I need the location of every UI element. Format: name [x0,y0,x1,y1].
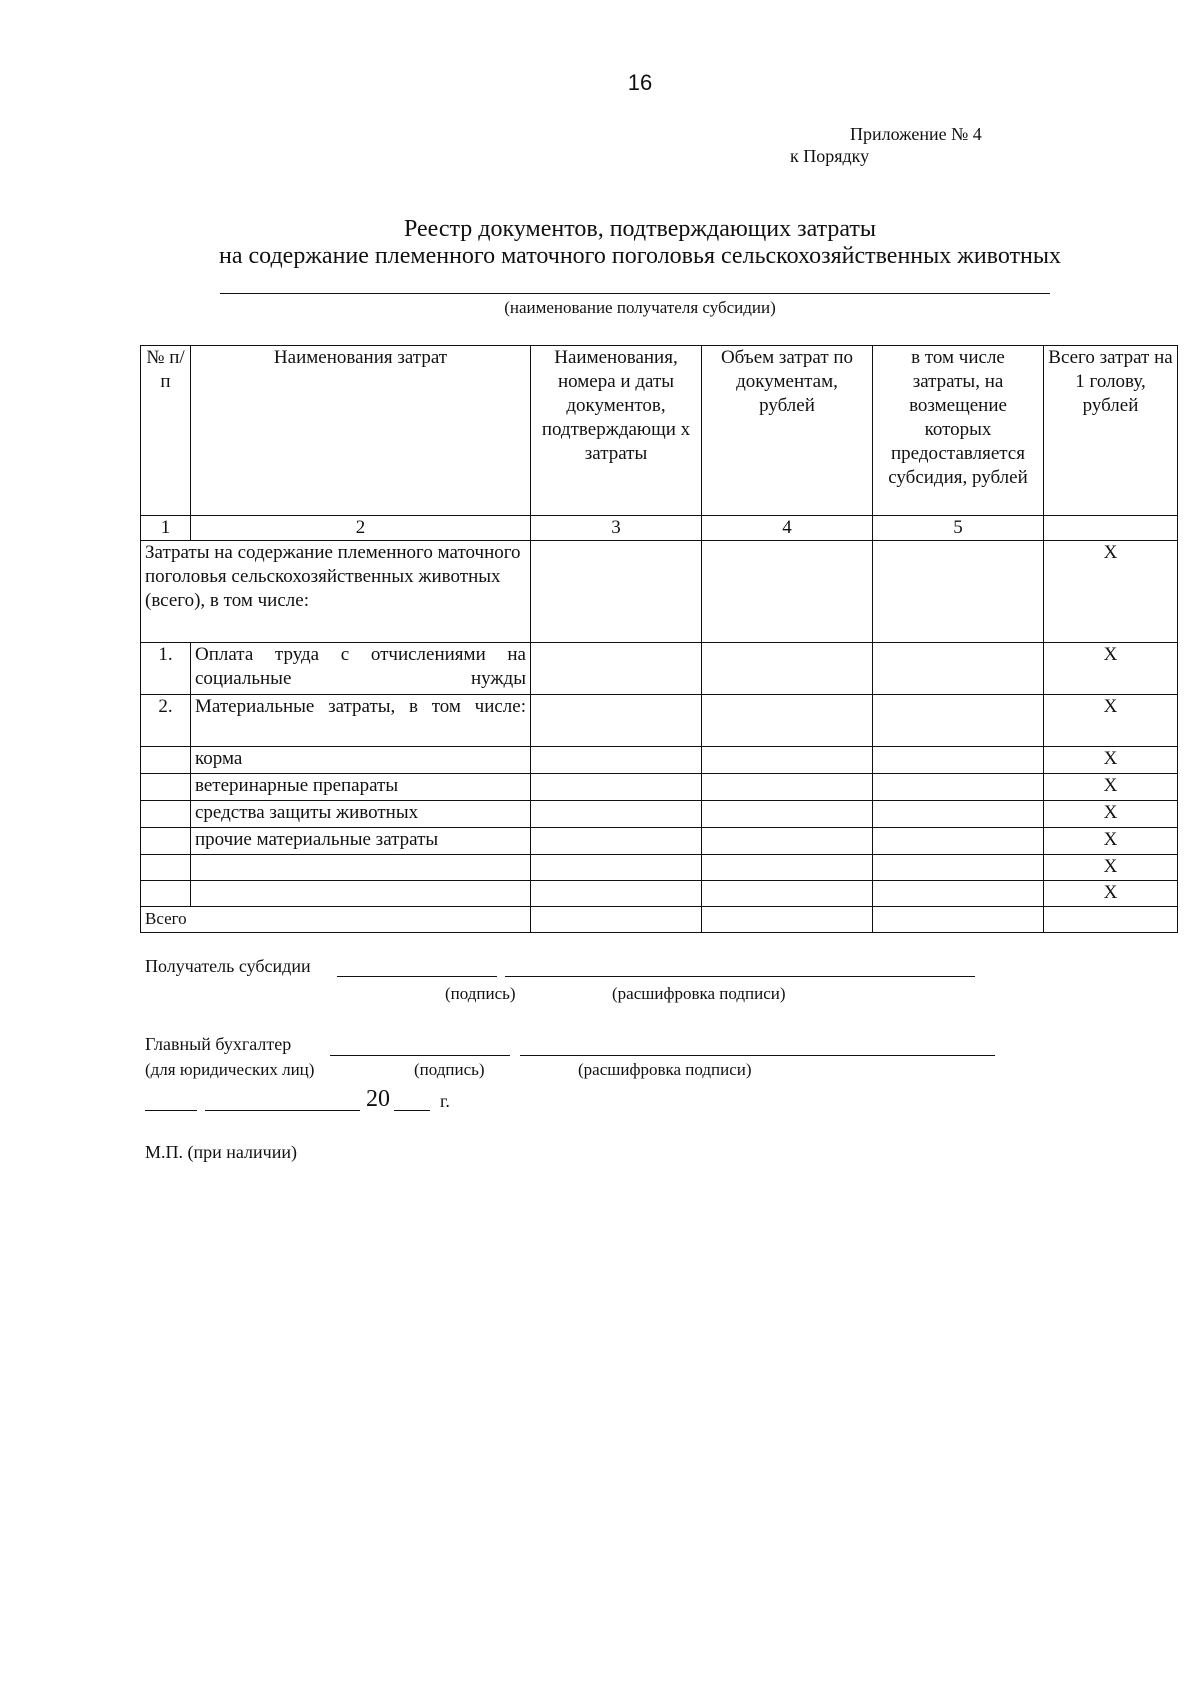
x-mark: X [1044,774,1178,801]
table-cell [531,747,702,774]
header-cost-volume: Объем затрат по документам, рублей [702,346,873,516]
recipient-decoding-caption: (расшифровка подписи) [612,984,786,1003]
table-cell [873,907,1044,933]
table-cell [702,541,873,643]
recipient-signature-caption: (подпись) [445,984,516,1003]
recipient-signature-line [337,976,497,977]
table-row [141,828,1178,855]
appendix-reference: к Порядку [790,146,870,166]
table-cell [702,907,873,933]
x-mark: X [1044,881,1178,907]
date-year-line [394,1110,430,1111]
column-number [1044,516,1178,541]
total-row [141,907,1178,933]
table-cell [873,695,1044,747]
table-row [141,881,1178,907]
recipient-label: Получатель субсидии [145,956,311,976]
table-cell [531,907,702,933]
table-header-row [141,346,1178,516]
table-cell [873,541,1044,643]
row-cost-name: корма [191,747,531,774]
table-row [141,643,1178,695]
x-mark: X [1044,801,1178,828]
table-cell [531,643,702,695]
table-cell [702,774,873,801]
table-row [141,747,1178,774]
row-number: 2. [141,695,191,747]
x-mark: X [1044,828,1178,855]
row-cost-name: Материальные затраты, в том числе: [191,695,531,747]
table-cell [702,881,873,907]
table-cell [873,828,1044,855]
table-cell [873,747,1044,774]
accountant-decoding-caption: (расшифровка подписи) [578,1060,752,1079]
x-mark: X [1044,541,1178,643]
table-cell [873,801,1044,828]
column-number: 3 [531,516,702,541]
date-year-suffix: г. [440,1091,450,1111]
table-cell [873,881,1044,907]
row-cost-name: прочие материальные затраты [191,828,531,855]
x-mark: X [1044,695,1178,747]
row-cost-name [191,881,531,907]
row-cost-name: средства защиты животных [191,801,531,828]
table-cell [702,695,873,747]
column-number: 4 [702,516,873,541]
row-number [141,747,191,774]
table-cell [531,541,702,643]
header-cost-per-head: Всего затрат на 1 голову, рублей [1044,346,1178,516]
table-cell [531,801,702,828]
header-subsidized-costs: в том числе затраты, на возмещение которых предоставляется субсидия, рублей [873,346,1044,516]
column-numbers-row [141,516,1178,541]
cost-register-table [140,345,1178,933]
accountant-signature-caption: (подпись) [414,1060,485,1079]
chief-accountant-label: Главный бухгалтер [145,1034,292,1054]
group-label: Затраты на содержание племенного маточного поголовья сельскохозяйственных животных (всего), в том числе: [141,541,531,643]
column-number: 2 [191,516,531,541]
row-number [141,828,191,855]
recipient-decoding-line [505,976,975,977]
header-documents: Наименования, номера и даты документов, подтверждающи х затраты [531,346,702,516]
recipient-name-caption: (наименование получателя субсидии) [504,298,776,317]
row-number [141,881,191,907]
legal-entities-note: (для юридических лиц) [145,1060,315,1079]
header-cost-name: Наименования затрат [191,346,531,516]
accountant-decoding-line [520,1055,995,1056]
row-cost-name [191,855,531,881]
group-total-row [141,541,1178,643]
recipient-name-line [220,293,1050,294]
page-number: 16 [627,70,653,95]
table-cell [702,643,873,695]
table-cell [1044,907,1178,933]
table-row [141,774,1178,801]
table-cell [702,801,873,828]
accountant-signature-line [330,1055,510,1056]
row-number [141,801,191,828]
table-row [141,855,1178,881]
table-cell [873,855,1044,881]
table-cell [531,828,702,855]
table-cell [531,855,702,881]
row-number [141,855,191,881]
x-mark: X [1044,747,1178,774]
total-label: Всего [141,907,531,933]
x-mark: X [1044,855,1178,881]
table-cell [873,643,1044,695]
row-cost-name: ветеринарные препараты [191,774,531,801]
table-cell [702,855,873,881]
document-title-line-2: на содержание племенного маточного поголовья сельскохозяйственных животных [219,243,1061,269]
stamp-note: М.П. (при наличии) [145,1142,297,1162]
table-cell [702,747,873,774]
row-number [141,774,191,801]
table-cell [873,774,1044,801]
column-number: 5 [873,516,1044,541]
date-month-line [205,1110,360,1111]
date-day-line [145,1110,197,1111]
table-row [141,695,1178,747]
document-title-line-1: Реестр документов, подтверждающих затраты [403,216,877,242]
table-row [141,801,1178,828]
table-cell [702,828,873,855]
x-mark: X [1044,643,1178,695]
row-number: 1. [141,643,191,695]
column-number: 1 [141,516,191,541]
date-year-prefix: 20 [366,1086,390,1112]
table-cell [531,695,702,747]
table-cell [531,881,702,907]
row-cost-name: Оплата труда с отчислениями на социальные нужды [191,643,531,695]
header-number: № п/п [141,346,191,516]
appendix-number: Приложение № 4 [850,124,982,144]
table-cell [531,774,702,801]
